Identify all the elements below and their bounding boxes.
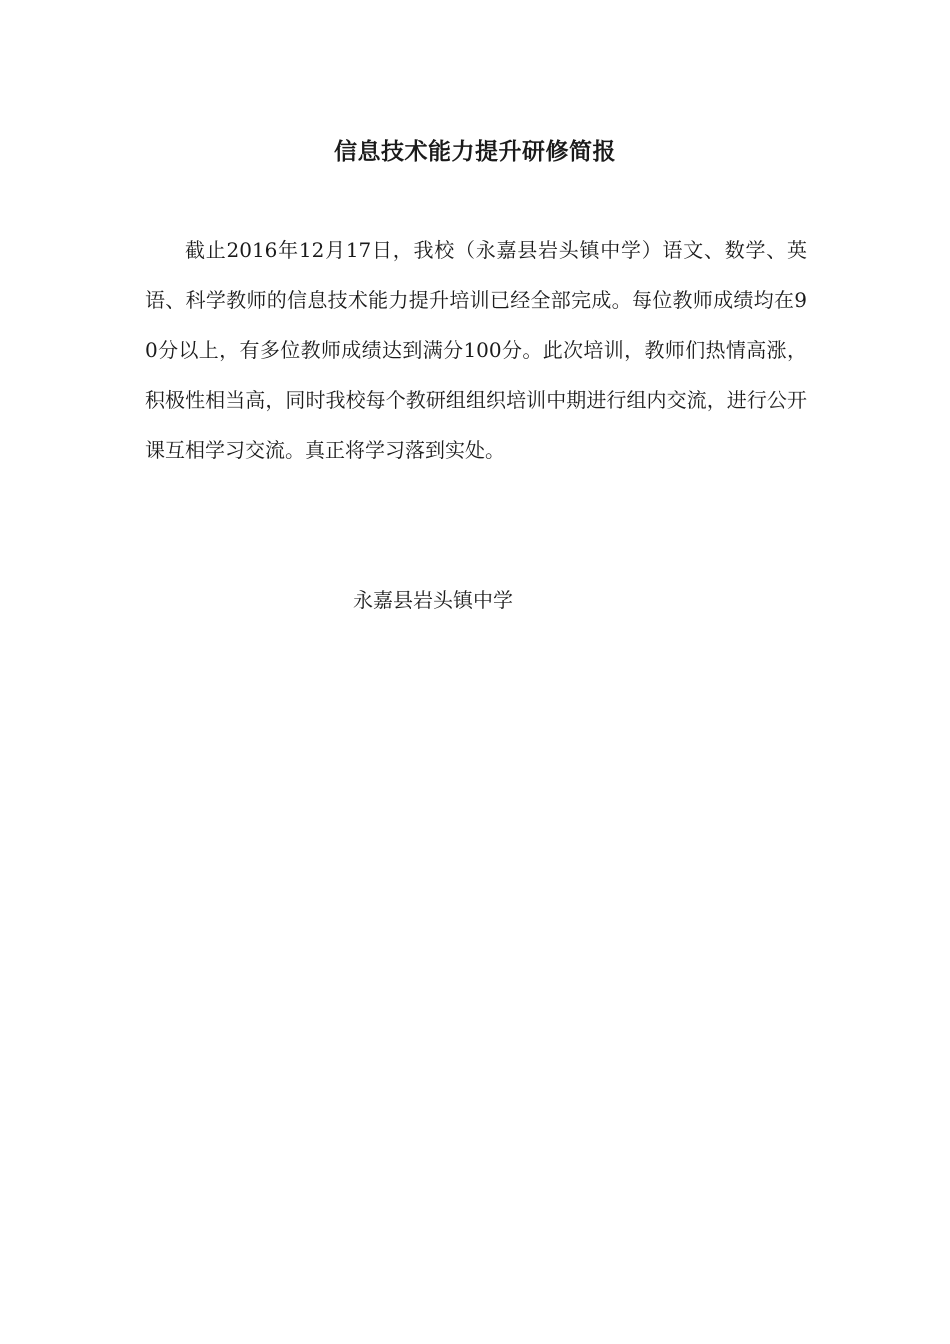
signature-school-name: 永嘉县岩头镇中学 — [353, 588, 513, 612]
document-title: 信息技术能力提升研修简报 — [334, 139, 616, 165]
body-paragraph: 截止2016年12月17日，我校（永嘉县岩头镇中学）语文、数学、英语、科学教师的信息技术能力提升培训已经全部完成。每位教师成绩均在90分以上，有多位教师成绩达到满分100分。此次培训，教师们热情高涨，积极性相当高，同时我校每个教研组组织培训中期进行组内交流，进行公开课互相学习交流。真正将学习落到实处。 — [145, 238, 807, 462]
